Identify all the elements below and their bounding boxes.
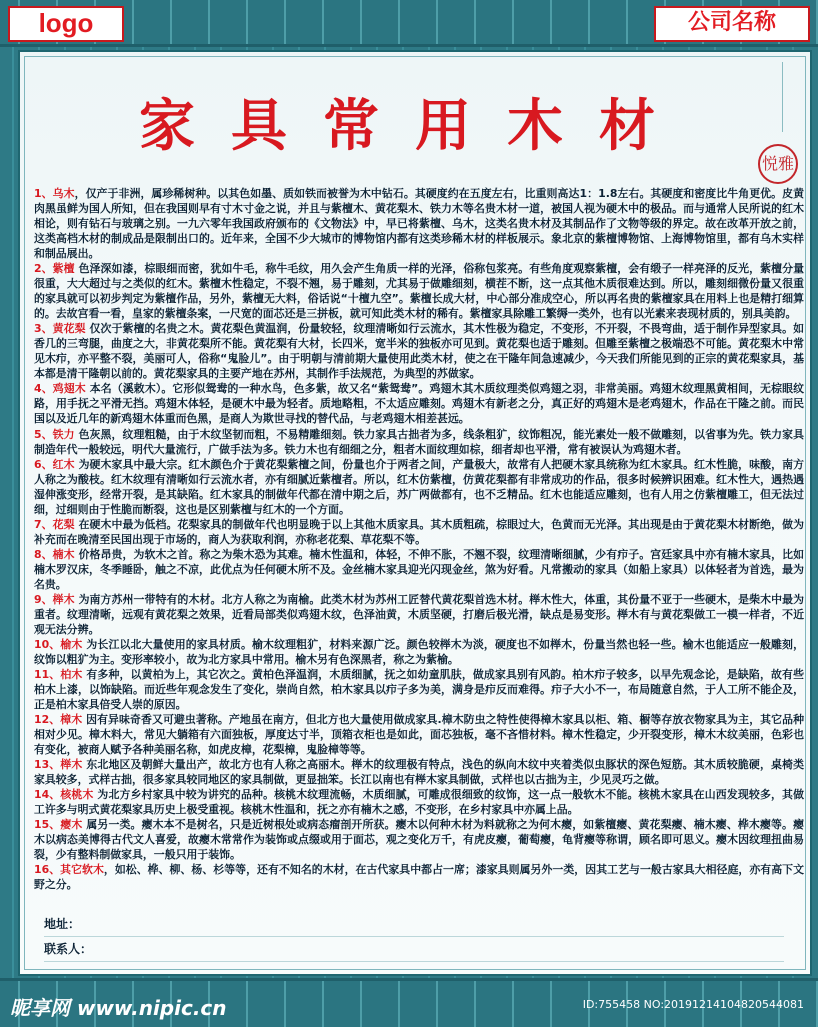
wood-item [34, 667, 804, 712]
wood-item-text: 为硬木家具中最大宗。红木颜色介于黄花梨紫檀之间，份量也介于两者之间，产量极大，故常有人把硬木家具统称为红木家具。红木性脆，味酸，南方人称之为酸枝。红木纹理有清晰如行云流水者，亦有细腻近紫檀者。所以，红木仿紫檀，仿黄花梨都有非常成功的作品，很多时候辨识困难。红木性大，遇热遇湿伸涨变形，经常开裂，是其缺陷。红木家具的制做年代都在清中期之后，苏广两做都有，也不乏精品。红木也能适应雕刻，也有人用之仿紫檀雕工，但无法过细，过细则由于性脆而断裂，这也是区别紫檀与红木的一个方面。 [34, 457, 804, 516]
seal-stamp-icon: 悦雅 [758, 144, 798, 184]
wood-item-head: 11、柏木 [34, 668, 83, 681]
wood-item [34, 381, 804, 426]
address-row [44, 912, 784, 937]
wood-item [34, 712, 804, 757]
wood-item-text: 色泽深如漆，棕眼细而密，犹如牛毛，称牛毛纹，用久会产生角质一样的光泽，俗称包浆亮。有些角度观察紫檀，会有缎子一样亮泽的反光，紫檀分量很重，大大超过与之类似的红木。紫檀木性稳定，不裂不翘，易于雕刻，尤其易于做雕细刻，横茬不断，这一点其他木质很难达到。所以，雕刻细微份量又很重的家具就可以初步判定为紫檀作品，另外，紫檀无大料，俗话说“十檀九空”。紫檀长成大材，中心部分准成空心，所以再名贵的紫檀家具在用料上也是精打细算的。去故宫看一看，皇家的紫檀条案，一尺宽的面芯还是三拼板，就可知此类木材的稀有。紫檀家具除雕工繁缛一类外，也有以光素来表现材质的，别具美韵。 [34, 262, 804, 321]
content-panel [18, 50, 812, 976]
contact-section [44, 912, 784, 962]
wood-item-text: ，如松、桦、柳、杨、杉等等，还有不知名的木材，在古代家具中都占一席；漆家具则属另外一类，因其工艺与一般古家具大相径庭，亦有高下文野之分。 [34, 863, 804, 892]
wood-item [34, 321, 804, 381]
wood-item-text: 价格昂贵，为软木之首。称之为柴木恐为其难。楠木性温和，体轻，不伸不胀，不翘不裂，纹理清晰细腻，少有疖子。宫廷家具中亦有楠木家具，比如楠木罗汉床，冬季睡卧，触之不凉，此优点为任何硬木所不及。金丝楠木家具迎光闪现金丝，煞为好看。凡常搬动的家具（如船上家具）以体轻者为首选，最为名贵。 [34, 547, 804, 591]
contact-label: 联系人： [44, 942, 93, 956]
wood-item-head: 8、楠木 [34, 547, 75, 561]
company-name: 公司名称 [654, 6, 810, 42]
wood-item-head: 3、黄花梨 [34, 322, 86, 336]
wood-item-text: 因有异味奇香又可避虫著称。产地虽在南方，但北方也大量使用做成家具.樟木防虫之特性使得樟木家具以柜、箱、橱等存放衣物家具为主，其它品种相对少见。樟木料大，常见大躺箱有六面独板，厚度达寸半，顶箱衣柜也是如此，面芯独板，毫不吝惜材料。樟木性稳定，少开裂变形，樟木木纹美丽，色彩也有变化，被商人赋予各种美丽名称，如虎皮樟，花梨樟，鬼脸樟等等。 [34, 713, 805, 757]
wood-item-head: 1、乌木 [34, 187, 75, 200]
wood-item-text: 属另一类。瘿木本不是树名，只是近树根处或病态瘤剖开所获。瘿木以何种木材为料就称之为何木瘿，如紫檀瘿、黄花梨瘿、楠木瘿、桦木瘿等。瘿木以病态美博得古代文人喜爱，故瘿木常常作为装饰或点缀或用于面芯，观之变化万千，有虎皮瘿，葡萄瘿，龟背瘿等称谓，顾名即可思义。瘿木因纹理扭曲易裂，少有整料制做家具，一般只用于装饰。 [34, 818, 804, 862]
wood-item-head: 16、其它软木 [34, 863, 104, 877]
wood-item-text: 为北方乡村家具中较为讲究的品种。核桃木纹理流畅，木质细腻，可雕成很细致的纹饰，这一点一般软木不能。核桃木家具在山西发现较多，其做工许多与明式黄花梨家具历史上极受重视。核桃木性温和，抚之亦有楠木之感，不变形，在乡村家具中亦属上品。 [34, 788, 804, 817]
logo: logo [8, 6, 124, 42]
wood-item-text: 本名（溪敕木）。它形似鸳鸯的一种水鸟，色多紫，故又名“紫鸳鸯”。鸡翅木其木质纹理类似鸡翅之羽，非常美丽。鸡翅木纹理黑黄相间，无棕眼纹路，用手抚之平滑无挡。鸡翅木体轻，是硬木中最为轻者。质地略粗，不太适应雕刻。鸡翅木有新老之分，真正好的鸡翅木是老鸡翅木，作品在干隆之前。而民国以及近几年的新鸡翅木体重而色黑，是商人为欺世寻找的替代品，与老鸡翅木相差甚远。 [34, 382, 804, 426]
contact-row [44, 937, 784, 962]
wood-item [34, 427, 804, 457]
wood-item [34, 757, 804, 787]
wood-item-head: 9、榉木 [34, 592, 75, 606]
wood-item [34, 517, 804, 547]
watermark-id: ID:755458 NO:20191214104820544081 [582, 998, 804, 1011]
wood-item-text: 在硬木中最为低档。花梨家具的制做年代也明显晚于以上其他木质家具。其木质粗疏，棕眼过大，色黄而无光泽。其出现是由于黄花梨木材断绝，做为补充而在晚清至民国出现于市场的，商人为获取利润，亦称老花梨、草花梨不等。 [34, 517, 804, 546]
wood-item-text: 东北地区及朝鲜大量出产，故北方也有人称之高丽木。榉木的纹理极有特点，浅色的纵向木纹中夹着类似虫豚状的深色短筋。其木质较脆硬，桌椅类家具较多，式样古拙，很多家具较同地区的家具制做，更显拙笨。长江以南也有榉木家具制做，式样也以古拙为主，少见灵巧之做。 [34, 758, 804, 787]
wood-item-head: 14、核桃木 [34, 788, 94, 802]
wood-item-head: 10、榆木 [34, 637, 83, 651]
wood-item [34, 817, 804, 862]
wood-item-text: 为南方苏州一带特有的木材。北方人称之为南榆。此类木材为苏州工匠替代黄花梨首选木材。榉木性大，体重，其份量不亚于一些硬木，是柴木中最为重者。纹理清晰，远观有黄花梨之效果，近看局部类似鸡翅木纹，色泽油黄，木质坚硬，打磨后极光滑，缺点是易变形。榉木有与黄花梨做工一模一样者，不近观无法分辨。 [34, 592, 804, 636]
wood-item-head: 4、鸡翅木 [34, 382, 86, 396]
wood-item-head: 13、榉木 [34, 758, 83, 772]
wood-item [34, 787, 804, 817]
wood-item [34, 637, 804, 667]
wood-item [34, 547, 804, 592]
wood-list [34, 186, 804, 892]
wood-item-text: 仅次于紫檀的名贵之木。黄花梨色黄温润，份量较轻，纹理清晰如行云流水，其木性极为稳定，不变形，不开裂，不畏弯曲，适于制作异型家具。如香几的三弯腿，曲度之大，非黄花梨所不能。黄花梨有大材，长四米，宽半米的独板亦可见到。黄花梨也适于雕刻。但雕至紫檀之极端恐不可能。黄花梨木中常见木疖，亦平整不裂，美丽可人，俗称“鬼脸儿”。由于明朝与清前期大量使用此类木材，使之在干隆年间急速减少，今天我们所能见到的正宗的黄花梨家具，基本都是清干隆朝以前的。黄花梨家具的主要产地在苏州，其制作手法规范，为典型的苏做家。 [34, 322, 804, 381]
wood-item-text: ，仅产于非洲，属珍稀树种。以其色如墨、质如铁而被誉为木中钻石。其硬度约在五度左右，比重则高达1：1.8左右。其硬度和密度比牛角更优。皮黄肉黑虽鲜为国人所知，但在我国则早有寸木寸金之说，并且与紫檀木、黄花梨木、铁力木等名贵木材一道，被国人视为硬木中的极品。而与通常人民所说的红木相论，则有钻石与玻璃之别。一九六零年我国政府颁布的《文物法》中，早已将紫檀、乌木，这类名贵木材及其制品作了文物等级的界定。故在改革开放之前，这类高档木材的制成品是限制出口的。近年来，全国不少大城市的博物馆内都有这类珍稀木材的样板展示。象北京的紫檀博物馆、上海博物馆里，都有乌木实样和制品展出。 [34, 187, 804, 261]
wood-item-text: 色灰黑，纹理粗糙，由于木纹坚韧而粗，不易精雕细刻。铁力家具古拙者为多，线条粗犷，纹饰粗况，能光素处一般不做雕刻，以省事为先。铁力家具制造年代一般较远，明代大量流行，广做手法为多。铁力木也有细细之分，粗者木面纹理如棕，细者却也平滑，常有被误认为鸡翅木者。 [34, 427, 804, 456]
wood-item [34, 862, 804, 892]
wood-item-head: 7、花梨 [34, 517, 75, 531]
wood-item-head: 12、樟木 [34, 713, 83, 727]
page-title: 家具常用木材 [139, 93, 691, 159]
wood-item-text: 有多种，以黄柏为上，其它次之。黄柏色泽温润，木质细腻，抚之如幼童肌肤，做成家具别有风韵。柏木疖子较多，以早先观念论，是缺陷，故有些柏木上漆，以饰缺陷。而近些年观念发生了变化，崇尚自然，柏木家具以疖子多为美，满身是疖反而难得。疖子大小不一，布局随意自然，于人工所不能企及，正是柏木家具倍受人崇的原因。 [34, 668, 804, 712]
wood-item [34, 186, 804, 261]
wood-item-head: 5、铁力 [34, 427, 75, 441]
address-label: 地址： [44, 917, 81, 931]
wood-item [34, 592, 804, 637]
wood-item-text: 为长江以北大量使用的家具材质。榆木纹理粗犷，材料来源广泛。颜色较榉木为淡，硬度也不如榉木，份量当然也轻一些。榆木也能适应一般雕刻，纹饰以粗犷为主。变形率较小，故为北方家具中常用。榆木另有色深黑者，称之为紫榆。 [34, 637, 804, 666]
wood-item [34, 261, 804, 321]
wood-item-head: 6、红木 [34, 457, 75, 471]
wood-item [34, 457, 804, 517]
wood-item-head: 2、紫檀 [34, 262, 75, 276]
wood-item-head: 15、瘿木 [34, 818, 83, 832]
watermark-site: 昵享网 www.nipic.cn [10, 996, 227, 1020]
